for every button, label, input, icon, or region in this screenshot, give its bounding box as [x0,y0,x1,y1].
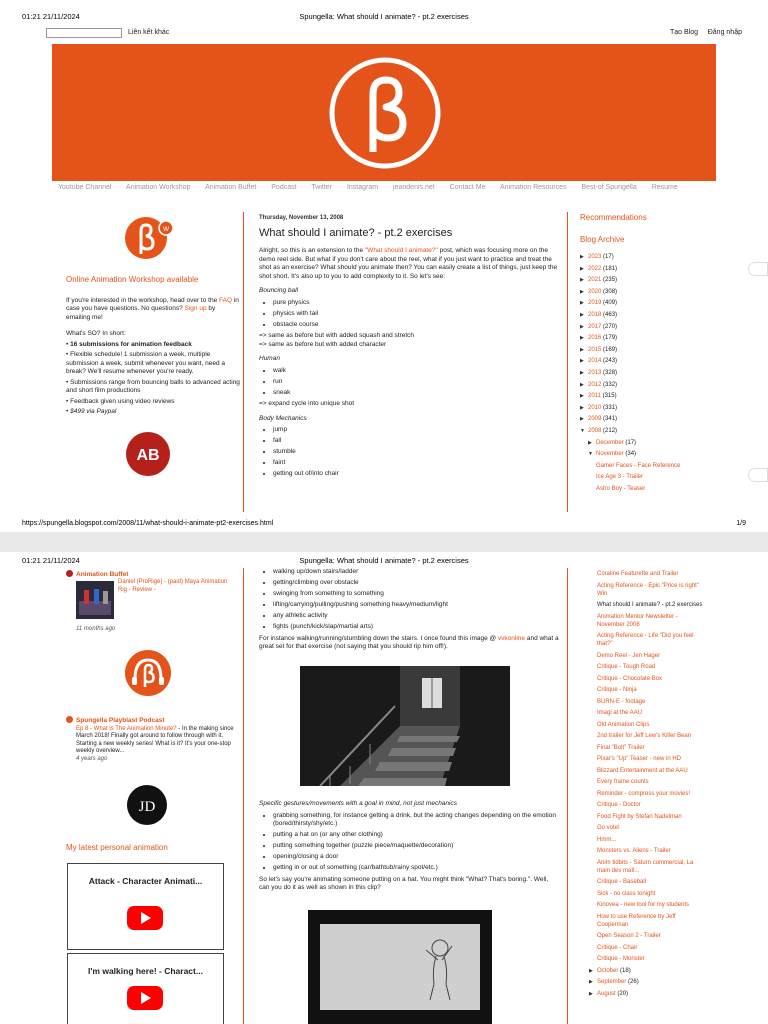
menu-youtube[interactable]: Youtube Channel [58,184,112,191]
print-header [22,556,746,568]
scroll-handle[interactable] [748,468,768,482]
archive-year[interactable]: ▶ 2014 (243) [580,358,618,365]
print-url: https://spungella.blogspot.com/2008/11/what-should-i-animate-pt2-exercises.html [22,520,274,527]
archive-post-link[interactable]: Final "Bolt" Trailer [597,744,645,751]
post-intro: Alright, so this is an extension to the "What should I animate?" post, which was focusing more on the demo reel side. But what if you don't care about the reel, what if you just want to practice and treat the shot as an exercise? What should you animate then? You can easily create a list of things, just keep the shot short. It's also up to you to add complexity to it. So let's see: [259,247,558,280]
human-note: => expand cycle into unique shot [259,400,355,407]
expand-icon: ▶ [580,254,584,260]
column-divider-right [567,568,568,1024]
hat-paragraph: So let's say you're animating someone putting on a hat. You might think "What? That's boring.". Well, can you do it as well as shown in this clip? [259,875,549,891]
expand-icon: ▶ [580,311,584,318]
menu-jeandenis[interactable]: jeandenis.net [393,184,435,191]
archive-post-link-current[interactable]: What should I animate? - pt.2 exercises [597,602,703,608]
workshop-widget [66,276,240,419]
section-bouncing-ball: Bouncing ball [259,287,299,294]
recommendations-heading: Recommendations [580,213,647,222]
bouncing-note: => same as before but with added squash and stretch [259,332,415,339]
list-item: • putting something together (puzzle piece/maquette/decoration) [273,842,559,851]
column-divider-left [243,568,244,1024]
expand-icon: ▶ [580,393,584,400]
right-sidebar-continued [589,570,707,1001]
archive-post-link[interactable]: Pixar's "Up" Teaser - new in HD [597,756,681,762]
archive-post-link[interactable]: Acting Reference - Life "Did you feel that?" [597,633,694,647]
archive-post-link[interactable]: Critique - Baseball [597,879,647,885]
list-item: • Feedback given using video reviews [66,397,175,405]
video-player-image[interactable] [308,910,492,1024]
list-item: • pure physics [273,299,559,308]
svg-text:JD: JD [138,799,156,815]
archive-posts [580,462,720,493]
post-body [259,214,559,482]
list-item: • run [273,378,559,387]
expand-icon: ▶ [589,979,593,986]
section-human: Human [259,355,280,362]
archive-post-link[interactable]: Kinovea - new tool for my students [597,902,690,908]
body-list-continued [273,568,559,632]
video-title[interactable]: I'm walking here! - Charact... [88,966,203,976]
list-item: • fall [273,437,559,446]
archive-month[interactable]: ▶ December (17) [588,439,637,446]
archive-posts [597,570,707,963]
archive-post-link[interactable]: Old Animation Clips [597,721,650,728]
play-icon[interactable] [127,986,163,1010]
gesture-list [273,812,559,873]
archive-year[interactable]: ▶ 2016 (179) [580,335,618,342]
archive-year[interactable]: ▶ 2022 (181) [580,265,618,272]
archive-post-link[interactable]: Open Season 2 - Trailer [597,933,661,939]
archive-post-link[interactable]: Gamer Faces - Face Reference [596,462,681,469]
archive-post-link[interactable]: Critique - Tough Road [597,664,656,670]
section-gestures: Specific gestures/movements with a goal in mind, not just mechanics [259,800,457,807]
expand-icon: ▶ [580,323,584,330]
menu-twitter[interactable]: Twitter [311,184,333,191]
workshop-short: What's SO? In short: [66,330,126,337]
list-item: • grabbing something, for instance getting a drink, but the acting changes depending on the emotion (bored/thirsty/shy/etc.) [273,812,559,829]
podcast-icon [66,716,73,723]
blog-archive-heading: Blog Archive [580,235,625,244]
archive-post-link[interactable]: BURN-E - footage [597,698,646,705]
expand-icon: ▶ [580,369,584,376]
list-item: • jump [273,426,559,435]
create-blog-link[interactable]: Tạo Blog [669,29,698,36]
login-link[interactable]: Đăng nhập [707,29,742,36]
buffet-title[interactable]: Animation Buffet [66,570,236,579]
svg-text:w: w [163,224,169,233]
expand-icon: ▶ [580,277,584,284]
buffet-icon [66,570,73,577]
spungella-logo-icon [328,54,442,172]
animation-buffet-logo-icon[interactable] [125,431,171,477]
buffet-widget [66,570,236,632]
archive-post-link[interactable]: Astro Boy - Teaser [596,485,646,492]
archive-year[interactable]: ▶ 2011 (315) [580,393,617,400]
menu-buffet[interactable]: Animation Buffet [205,184,257,191]
post-title[interactable]: What should I animate? - pt.2 exercises [259,226,453,239]
podcast-episode-link[interactable]: Ep 8 - What is The Animation Minute? [76,725,177,732]
podcast-logo-icon[interactable] [124,649,172,697]
archive-post-link[interactable]: 2nd trailer for Jeff Lew's Killer Bean [597,733,692,739]
menu-bestof[interactable]: Best-of Spungella [581,184,637,191]
top-menu [58,184,716,191]
list-item: • any athletic activity [273,612,559,621]
list-item: • walk [273,367,559,376]
expand-icon: ▶ [580,346,584,353]
menu-resources[interactable]: Animation Resources [500,184,567,191]
archive-post-link[interactable]: Sick - no class tonight [597,890,656,897]
body-list [273,426,559,479]
menu-contact[interactable]: Contact Me [449,184,486,191]
archive-year[interactable]: ▶ 2018 (463) [580,311,618,318]
list-item: • Flexible schedule! 1 submission a week, multiple submission a week, submit whenever you want, need a break? We'll resume whenever you're ready. [66,351,225,375]
archive-post-link[interactable]: Reminder - compress your movies! [597,790,691,797]
list-item: • putting a hat on (or any other clothing) [273,831,559,840]
print-title: Spungella: What should I animate? - pt.2 exercises [299,556,469,565]
bouncing-list [273,299,559,330]
menu-resume[interactable]: Resume [651,184,678,191]
post-body-continued [259,568,559,658]
archive-year[interactable]: ▶ 2023 (17) [580,254,614,260]
list-item: • sneak [273,389,559,398]
archive-year[interactable]: ▶ 2017 (270) [580,323,618,330]
menu-instagram[interactable]: Instagram [346,184,379,191]
archive-months [589,967,707,998]
list-item: • faint [273,459,559,468]
video-embed[interactable] [67,863,224,950]
archive-year[interactable]: ▶ 2010 (331) [580,404,618,411]
expand-icon: ▶ [589,990,593,997]
workshop-list [66,341,240,417]
expand-icon: ▶ [580,416,584,423]
signup-link[interactable]: Sign up [184,305,207,312]
archive-post-link[interactable]: Hmm... [597,836,617,843]
post-body-gestures [259,800,559,899]
archive-post-link[interactable]: Every frame counts [597,779,649,785]
blog-banner[interactable] [52,44,716,181]
what-should-i-animate-link[interactable]: "What should I animate?" [364,247,438,254]
menu-workshop[interactable]: Animation Workshop [126,184,191,191]
blogger-navbar [46,28,742,42]
archive-year[interactable]: ▶ 2012 (332) [580,381,618,388]
print-header [22,12,746,24]
archive-post-link[interactable]: Imagi at the AAU [597,710,643,716]
more-links-link[interactable]: Liên kết khác [128,29,170,36]
archive-post-link[interactable]: Monsters vs. Aliens - Trailer [597,848,671,854]
archive-post-link[interactable]: Animation Mentor Newsletter - November 2008 [597,613,678,628]
archive-year[interactable]: ▶ 2021 (235) [580,277,618,284]
podcast-widget [66,716,236,763]
print-page-2 [0,552,768,1024]
list-item: • getting/climbing over obstacle [273,579,559,588]
expand-icon: ▶ [580,288,584,295]
stairs-paragraph: For instance walking/running/stumbling down the stairs. I once found this image @ vvkonline and what a great set for that exercise (not saying that you should rip him off!). [259,634,559,650]
archive-month[interactable]: ▶ August (20) [589,990,629,997]
archive-post-link[interactable]: Critique - Doctor [597,802,641,808]
archive-post-link[interactable]: Anim tidbits - Saturn commercial, La main des maîl... [597,859,694,874]
print-timestamp: 01:21 21/11/2024 [22,556,80,565]
bouncing-note: => same as before but with added character [259,340,387,348]
print-timestamp: 01:21 21/11/2024 [22,12,80,21]
archive-years [580,253,720,458]
archive-post-link[interactable]: Go vote! [597,825,620,831]
expand-icon: ▶ [580,265,584,272]
archive-year[interactable]: ▶ 2015 (169) [580,346,618,353]
archive-post-link[interactable]: Acting Reference - Epic "Price is right" Win [597,582,699,597]
podcast-time: 4 years ago [76,755,108,762]
column-divider-left [243,212,244,512]
column-divider-right [567,212,568,512]
print-page-number: 1/9 [736,520,746,527]
list-item: • opening/closing a door [273,853,559,862]
vvkonline-link[interactable]: vvkonline [497,634,526,642]
play-icon[interactable] [127,906,163,930]
search-input[interactable] [46,28,122,38]
svg-text:AB: AB [136,447,160,464]
menu-podcast[interactable]: Podcast [271,184,297,191]
expand-icon: ▶ [580,358,584,365]
list-item: • getting out of/into chair [273,470,559,479]
archive-month[interactable]: ▶ October (18) [589,967,631,974]
page-break [0,532,768,552]
print-title: Spungella: What should I animate? - pt.2 exercises [299,12,469,21]
post-date: Thursday, November 13, 2008 [259,215,344,221]
archive-year[interactable]: ▶ 2020 (308) [580,288,618,295]
archive-post-link[interactable]: Critique - Chair [597,944,638,951]
video-title[interactable]: Attack - Character Animati... [88,876,203,886]
expand-icon: ▶ [580,404,584,411]
buffet-time: 11 months ago [76,626,116,632]
archive-post-link[interactable]: Critique - Chocolate Box [597,675,663,682]
archive-post-link[interactable]: Coraline Featurette and Trailer [597,571,679,577]
archive-post-link[interactable]: Critique - Monster [597,956,645,962]
list-item: • stumble [273,448,559,457]
archive-year[interactable]: ▶ 2013 (328) [580,369,618,376]
archive-post-link[interactable]: How to use Reference by Jeff Cooperman [597,913,676,928]
jd-logo-icon[interactable] [126,784,168,826]
archive-post-link[interactable]: Demo Reel - Jen Hager [597,652,661,659]
list-item: • physics with tail [273,310,559,319]
expand-icon: ▶ [589,967,593,974]
archive-month[interactable]: ▶ September (26) [589,979,639,986]
section-body-mechanics: Body Mechanics [259,414,307,422]
archive-year[interactable]: ▶ 2019 (409) [580,300,618,307]
list-item: • obstacle course [273,321,559,330]
list-item: • lifting/carrying/pulling/pushing something heavy/medium/light [273,601,559,610]
workshop-heading: Online Animation Workshop available [66,275,199,284]
expand-icon: ▶ [580,381,584,388]
buffet-thumbnail-icon[interactable] [76,581,114,619]
scroll-handle[interactable] [748,262,768,276]
list-item: • swinging from something to something [273,590,559,599]
collapse-icon: ▼ [580,427,585,434]
human-list [273,367,559,398]
expand-icon: ▶ [580,335,584,342]
right-sidebar [580,214,720,496]
staircase-image [300,666,510,786]
print-footer [22,520,746,527]
list-item: • 16 submissions for animation feedback [66,340,192,348]
podcast-title[interactable]: Spungella Playblast Podcast [66,716,236,725]
collapse-icon: ▼ [588,451,593,458]
list-item: • $499 via Paypal [66,408,117,415]
workshop-intro: If you're interested in the workshop, head over to the FAQ in case you have questions. No questions? Sign up by emailing me! [66,296,239,321]
archive-post-link[interactable]: Food Fight by Stefan Nadelman [597,813,682,820]
archive-year[interactable]: ▶ 2009 (341) [580,416,618,423]
archive-post-link[interactable]: Critique - Ninja [597,687,637,693]
archive-post-link[interactable]: Blizzard Entertainment at the AAU [597,767,688,774]
archive-year[interactable]: ▼ 2008 (212) [580,427,618,434]
workshop-logo-icon[interactable] [124,216,176,260]
buffet-item[interactable]: Daniel (ProRige) - (paid) Maya Animation Rig - Review - [118,579,228,593]
expand-icon: ▶ [580,300,584,307]
archive-post-link[interactable]: Ice Age 3 - Trailer [596,474,644,481]
faq-link[interactable]: FAQ [219,296,233,304]
list-item: • getting in or out of something (car/bathtub/rainy spot/etc.) [273,864,559,873]
list-item: • Submissions range from bouncing balls to advanced acting and short film productions [66,378,240,394]
podcast-item: Ep 8 - What is The Animation Minute? - In the making since March 2018! Finally got around to follow through with it. Starting a new weekly series! What is it? It's your one-stop weekly overview... [76,725,234,754]
video-embed[interactable] [67,953,224,1024]
list-item: • walking up/down stairs/ladder [273,568,559,577]
latest-animation-heading: My latest personal animation [66,843,168,852]
list-item: • fights (punch/kick/slap/martial arts) [273,623,559,632]
archive-month[interactable]: ▼ November (34) [588,451,637,458]
expand-icon: ▶ [588,439,592,446]
